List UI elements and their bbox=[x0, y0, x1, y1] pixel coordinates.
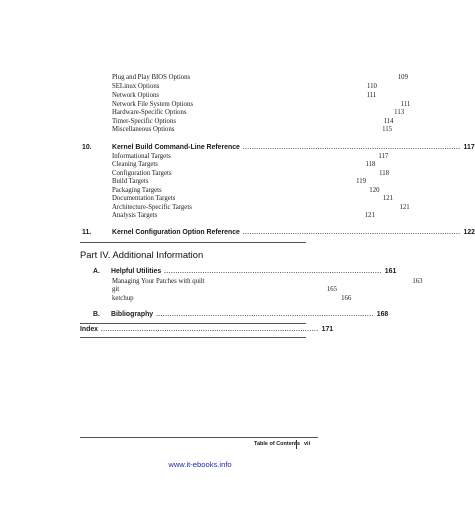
toc-entry: Managing Your Patches with quilt 163 bbox=[112, 278, 423, 285]
toc-entry: Build Targets 119 bbox=[112, 178, 367, 185]
toc-entry: Cleaning Targets 118 bbox=[112, 161, 376, 168]
toc-entry: Informational Targets 117 bbox=[112, 153, 389, 160]
appendix-title: Bibliography bbox=[111, 311, 154, 318]
footer-label: Table of Contents bbox=[254, 441, 301, 447]
section-rule bbox=[80, 323, 306, 324]
toc-entry: git 165 bbox=[112, 286, 337, 293]
footer-rule bbox=[80, 437, 318, 438]
toc-entry: Documentation Targets 121 bbox=[112, 195, 394, 202]
toc-entry: Configuration Targets 118 bbox=[112, 170, 390, 177]
leader-dots: ................................................................................................ bbox=[156, 312, 374, 318]
toc-entry: Packaging Targets 120 bbox=[112, 187, 380, 194]
index-title: Index bbox=[80, 326, 98, 333]
watermark-link[interactable]: www.it-ebooks.info bbox=[168, 460, 232, 469]
chapter-page: 117 bbox=[463, 144, 475, 151]
toc-entry: Hardware-Specific Options 113 bbox=[112, 109, 405, 116]
toc-entry: Miscellaneous Options 115 bbox=[112, 126, 393, 133]
toc-chapter-10[interactable]: 10. Kernel Build Command-Line Reference ................................................................................................ 117 bbox=[82, 144, 475, 151]
toc-entry: SELinux Options 110 bbox=[112, 83, 377, 90]
index-page: 171 bbox=[321, 326, 334, 333]
appendix-title: Helpful Utilities bbox=[111, 268, 162, 275]
appendix-page: 168 bbox=[376, 311, 389, 318]
toc-entry: Network Options 111 bbox=[112, 92, 377, 99]
toc-appendix-a[interactable]: A. Helpful Utilities ................................................................................................ 161 bbox=[93, 268, 397, 275]
chapter-title: Kernel Build Command-Line Reference bbox=[112, 144, 240, 151]
toc-index[interactable] bbox=[80, 326, 334, 333]
toc-entry: Architecture-Specific Targets 121 bbox=[112, 204, 410, 211]
chapter-title: Kernel Configuration Option Reference bbox=[112, 229, 240, 236]
index-rule bbox=[80, 337, 306, 338]
toc-appendix-b[interactable]: B. Bibliography ................................................................................................ 168 bbox=[93, 311, 389, 318]
leader-dots: ................................................................................................ bbox=[242, 145, 461, 151]
leader-dots: ................................................................................................ bbox=[242, 230, 461, 236]
leader-dots: ................................................................................................ bbox=[101, 327, 319, 333]
part-rule bbox=[80, 242, 306, 243]
appendix-page: 161 bbox=[384, 268, 397, 275]
toc-entry: Plug and Play BIOS Options 109 bbox=[112, 74, 408, 81]
leader-dots: ................................................................................................ bbox=[164, 269, 382, 275]
footer-separator bbox=[296, 440, 297, 449]
toc-entry: Analysis Targets 121 bbox=[112, 212, 375, 219]
toc-entry: Network File System Options 111 bbox=[112, 101, 411, 108]
toc-entry: Timer-Specific Options 114 bbox=[112, 118, 394, 125]
chapter-page: 122 bbox=[463, 229, 475, 236]
footer-page-number: vii bbox=[304, 441, 311, 447]
toc-entry: ketchup 166 bbox=[112, 295, 352, 302]
part-title: Part IV. Additional Information bbox=[80, 249, 204, 260]
toc-chapter-11[interactable]: 11. Kernel Configuration Option Reference ................................................................................................ 122 bbox=[82, 229, 475, 236]
